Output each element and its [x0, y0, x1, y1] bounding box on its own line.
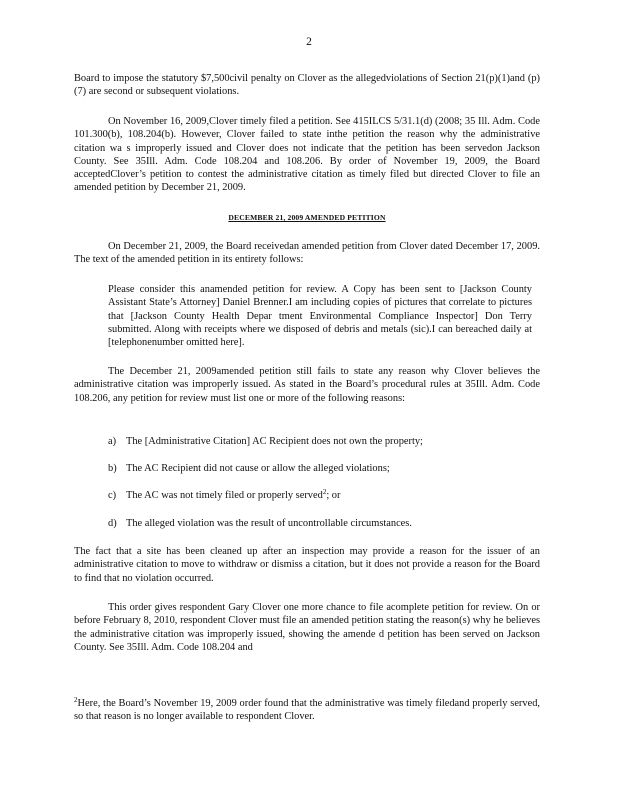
- list-item-text: The alleged violation was the result of uncontrollable circumstances.: [126, 518, 412, 529]
- list-item-text: The AC Recipient did not cause or allow the alleged violations;: [126, 463, 390, 474]
- list-item: [108, 489, 528, 502]
- list-item-label: a): [108, 436, 117, 447]
- paragraph-order: This order gives respondent Gary Clover one more chance to file acomplete petition for review. On or before February 8, 2010, respondent Clover must file an amended petition stating the reason(s) why he believes the administrative citation was improperly issued, showing the amende d petition has been served on Jackson County. See 35Ill. Adm. Code 108.204 and: [74, 602, 540, 653]
- list-item: [108, 517, 528, 530]
- paragraph-cleanup: The fact that a site has been cleaned up after an inspection may provide a reason for the issuer of an administrative citation to move to withdraw or dismiss a citation, but it does not provide a reason for the Board to find that no violation occurred.: [74, 546, 540, 584]
- list-item-tail: ; or: [326, 490, 341, 501]
- paragraph-amended-received: On December 21, 2009, the Board receivedan amended petition from Clover dated December 17, 2009. The text of the amended petition in its entirety follows:: [74, 241, 540, 266]
- list-item: [108, 462, 528, 475]
- list-item-label: b): [108, 463, 117, 474]
- page-number: 2: [306, 36, 312, 48]
- section-heading: [74, 213, 540, 222]
- list-item-text: The [Administrative Citation] AC Recipient does not own the property;: [126, 436, 423, 447]
- paragraph-petition-filed: On November 16, 2009,Clover timely filed a petition. See 415ILCS 5/31.1(d) (2008; 35 Ill. Adm. Code 101.300(b), 108.204(b). However, Clover failed to state inthe petition the reason why the administrative citation wa s improperly issued and Clover does not indicate that the petition has been servedon Jackson County. See 35Ill. Adm. Code 108.204 and 108.206. By order of November 19, 2009, the Board acceptedClover’s petition to contest the administrative citation as timely filed but directed Clover to file an amended petition by December 21, 2009.: [74, 116, 540, 194]
- footnote: [74, 697, 540, 724]
- paragraph-fails-to-state: The December 21, 2009amended petition still fails to state any reason why Clover believes the administrative citation was improperly issued. As stated in the Board’s procedural rules at 35Ill. Adm. Code 108.206, any petition for review must list one or more of the following reasons:: [74, 366, 540, 404]
- list-item-label: d): [108, 518, 117, 529]
- list-item-text: The AC was not timely filed or properly served: [126, 490, 323, 501]
- block-quote-petition: Please consider this anamended petition for review. A Copy has been sent to [Jackson County Assistant State’s Attorney] Daniel Brenner.I am including copies of pictures that correlate to pictures that [Jackson County Health Depar tment Environmental Compliance Inspector] Don Terry submitted. Along with receipts where we disposed of debris and metals (sic).I can bereached daily at [telephonenumber omitted here].: [108, 284, 532, 349]
- section-heading-text: DECEMBER 21, 2009 AMENDED PETITION: [228, 213, 386, 222]
- list-item-label: c): [108, 490, 117, 501]
- footnote-reference: 2: [322, 488, 327, 496]
- footnote-mark: 2: [74, 696, 78, 704]
- paragraph-penalty: Board to impose the statutory $7,500civil penalty on Clover as the allegedviolations of Section 21(p)(1)and (p)(7) are second or subsequent violations.: [74, 73, 540, 98]
- list-item: [108, 435, 528, 448]
- footnote-text: Here, the Board’s November 19, 2009 order found that the administrative was timely filedand properly served, so that reason is no longer available to respondent Clover.: [74, 698, 540, 723]
